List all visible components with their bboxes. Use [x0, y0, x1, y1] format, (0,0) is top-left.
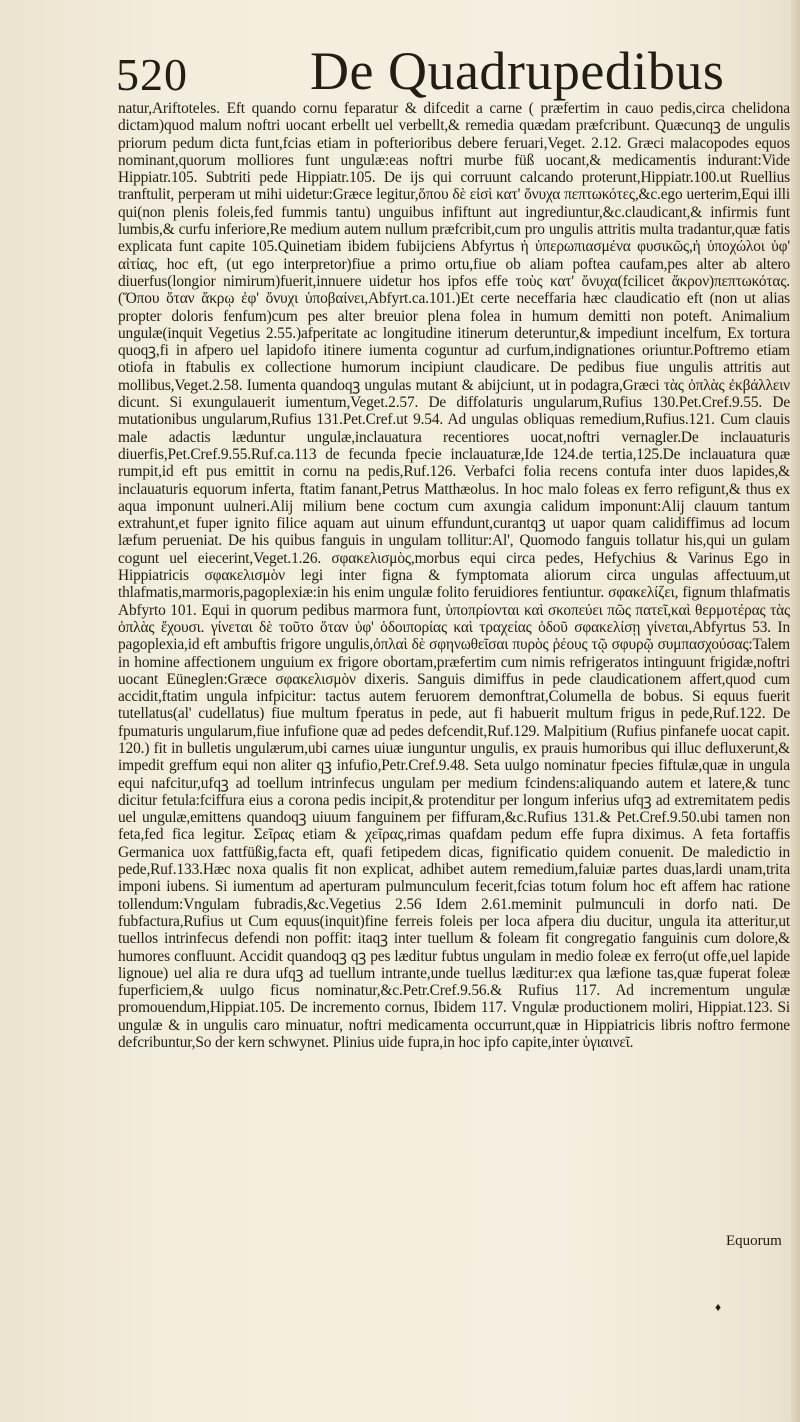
- catchword: Equorum: [726, 1233, 782, 1249]
- ornament-mark: ♦: [715, 1300, 722, 1314]
- page-header: [116, 41, 776, 104]
- page-number: 520: [116, 49, 188, 100]
- body-text: natur,Ariftoteles. Eft quando cornu feparatur & difcedit a carne ( præfertim in cauo pedis,circa chelidona dictam)quod malum noftri uocant erbellt uel verbellt,& remedia quædam præfcribunt. Quæcunqꝫ de ungulis priorum pedum dicta funt,fcias etiam in pofterioribus debere feruari,Veget. 2.12. Græci malacopodes equos nominant,quorum molliores funt ungulæ:eas noftri murbe füß uocant,& medicamentis indurant:Vide Hippiatr.105. Subtriti pede Hippiatr.105. De ijs qui corruunt calcando proterunt,Hippiatr.100.ut Ruellius tranftulit, perperam ut mihi uidetur:Græce legitur,ὅπου δὲ εἰσὶ κατ' ὄνυχα πεπτωκότες,&c.ego uerterim,Equi illi qui(non plenis foleis,fed fummis tantu) unguibus infiftunt aut ingrediuntur,&c.claudicant,& infirmis funt lumbis,& curfu inferiore,Re medium autem nullum præfcribit,cum pro ungulis attritis multa tradantur,quæ fatis explicata funt capite 105.Quinetiam ibidem fubijciens Abfyrtus ἡ ὑπερωπιασμένα φυσικῶς,ἡ ὑποχώλοι ὑφ' αἰτίας, hoc eft, (ut ego interpretor)fiue a primo ortu,fiue ob aliam poftea caufam,pes alter ab altero diuerfus(longior nimirum)fuerit,innuere uidetur hos ipfos effe τοὺς κατ' ὄνυχα(fcilicet ἄκρον)πεπτωκότας.(Ὅπου ὅταν ἄκρῳ ἐφ' ὄνυχι ὑποβαίνει,Abfyrt.ca.101.)Et certe neceffaria hæc claudicatio eft (non ut alias propter doloris fenfum)cum pes alter breuior plena folea in humum demitti non poteft. Animalium ungulæ(inquit Vegetius 2.55.)afperitate ac longitudine itinerum deteruntur,& impediunt incelfum, Ex tortura quoqꝫ,fi in afpero uel lapidofo itinere iumenta coguntur ad curfum,indignationes oriuntur.Poftremo etiam otiofa in ftabulis ex collectione humorum incipiunt claudicare. De pedibus fiue ungulis attritis aut mollibus,Veget.2.58. Iumenta quandoqꝫ ungulas mutant & abijciunt, ut in podagra,Græci τὰς ὁπλὰς ἐκβάλλειν dicunt. Si exungulauerit iumentum,Veget.2.57. De diffolaturis ungularum,Rufius 130.Pet.Cref.9.55. De mutationibus ungularum,Rufius 131.Pet.Cref.ut 9.54. Ad ungulas obliquas remedium,Rufius.121. Cum clauis male adactis læduntur ungulæ,inclauatura recentiores uocat,noftri vernagler.De inclauaturis diuerfis,Pet.Cref.9.55.Ruf.ca.113 de fecunda fpecie inclauaturæ,Ide 124.de tertia,125.De inclauatura quæ rumpit,id eft pus emittit in cornu na pedis,Ruf.126. Verbafci folia recens contufa inter duos lapides,& inclauaturis equorum inferta, ftatim fanant,Petrus Matthæolus. In hoc malo foleas ex ferro refigunt,& thus ex aqua imponunt uulneri.Alij milium bene coctum cum axungia calidum imponunt:Alij clauum tantum extrahunt,et fuper ignito filice aquam aut uinum effundunt,curantqꝫ ut uapor quam calidiffimus ad locum læfum perueniat. De his quibus fanguis in ungulam tollitur:Al', Quomodo fanguis tollatur his,qui un gulam cogunt uel eiecerint,Veget.1.26. σφακελισμὸς,morbus equi circa pedes, Hefychius & Varinus Ego in Hippiatricis σφακελισμὸν legi inter figna & fymptomata aliorum circa ungulas affectuum,ut thlafmatis,marmoris,pagoplexiæ:in his enim ungulæ folito feruidiores fentiuntur. σφακελίζει, fignum thlafmatis Abfyrto 101. Equi in quorum pedibus marmora funt, ὑποπρίονται καὶ σκοπεύει πῶς πατεῖ,καὶ θερμοτέρας τὰς ὁπλὰς ἔχουσι. γίνεται δὲ τοῦτο ὅταν ὑφ' ὁδοιπορίας καὶ τραχείας ὁδοῦ σφακελίσῃ γίνεται,Abfyrtus 53. In pagoplexia,id eft ambuftis frigore ungulis,ὀπλαὶ δὲ σφηνωθεῖσαι πυρὸς ῥέους τῷ σφυρῷ συμπασχούσας:Talem in homine affectionem unguium ex frigore obortam,præfertim cum nimis refrigeratos intinguunt frigidæ,noftri uocant Eüneglen:Græce σφακελισμὸν dixeris. Sanguis dimiffus in pede claudicationem affert,quod cum accidit,ftatim ungula infpicitur: tactus autem feruorem demonftrat,Columella de bobus. Si equus fuerit tutellatus(al' cudellatus) fiue multum fperatus in pede, aut fi habuerit multum frigus in pede,Ruf.122. De fpumaturis ungularum,fiue infufione quæ ad pedes defcendit,Ruf.129. Malpitium (Rufius pinfanefe uocat capit. 120.) fit in bulletis ungulærum,ubi carnes uiuæ iunguntur ungulis, ex prauis humoribus qui illuc defluxerunt,& impedit greffum equi non aliter qꝫ infufio,Petr.Cref.9.48. Seta uulgo nominatur fpecies fiftulæ,quæ in ungula equi nafcitur,ufqꝫ ad toellum intrinfecus ungulam per medium fcindens:aliquando autem et latere,& tunc dicitur fetula:fciffura eius a corona pedis incipit,& protenditur per longum inferius ufqꝫ ad extremitatem pedis uel ungulæ,emittens quandoqꝫ uiuum fanguinem per fiffuram,&c.Rufius 131.& Pet.Cref.9.50.ubi tamen non feta,fed fica legitur. Σεῖρας etiam & χεῖρας,rimas quafdam pedum effe fupra diximus. A feta fortaffis Germanica uox fattfüßig,facta eft, quafi fetipedem dicas, fignificatio quidem conuenit. De maledictio in pede,Ruf.133.Hæc noxa qualis fit non explicat, adhibet autem remedium,faluiæ partes duas,lardi unam,trita imponi iubens. Si iumentum ad aperturam pulmunculum fecerit,fcias totum folum hoc eft affem hac ratione tollendum:Vngulam fubradis,&c.Vegetius 2.56 Idem 2.61.meminit pulmunculi in dorfo nati. De fubfactura,Rufius ut Cum equus(inquit)fine ferreis foleis per loca afpera diu ducitur, ungula ita atteritur,ut tuellos intrinfecus defendi non poffit: itaqꝫ inter tuellum & foleam fit congregatio fanguinis cum dolore,& humores confluunt. Accidit quandoqꝫ qꝫ pes læditur fubtus ungulam in medio foleæ ex ferro(ut offe,uel lapide lignoue) uel alia re dura ufqꝫ ad tuellum intrante,unde tuellus læditur:ex qua læfione tas,quæ fuperat foleæ fuperficiem,& uulgo ficus nominatur,&c.Petr.Cref.9.56.& Rufius 117. Ad incrementum ungulæ promouendum,Hippiat.105. De incremento cornus, Ibidem 117. Vngulæ productionem moliri, Hippiat.123. Si ungulæ & in ungulis caro minuatur, noftri medicamenta occurrunt,quæ in Hippiatricis libris noftro fermone defcribuntur,So der kern schwynet. Plinius uide fupra,in hoc ipfo capite,inter ὑγιαινεῖ.: [118, 100, 790, 1052]
- running-title: De Quadrupedibus: [310, 41, 725, 101]
- page-edge: [791, 0, 800, 1422]
